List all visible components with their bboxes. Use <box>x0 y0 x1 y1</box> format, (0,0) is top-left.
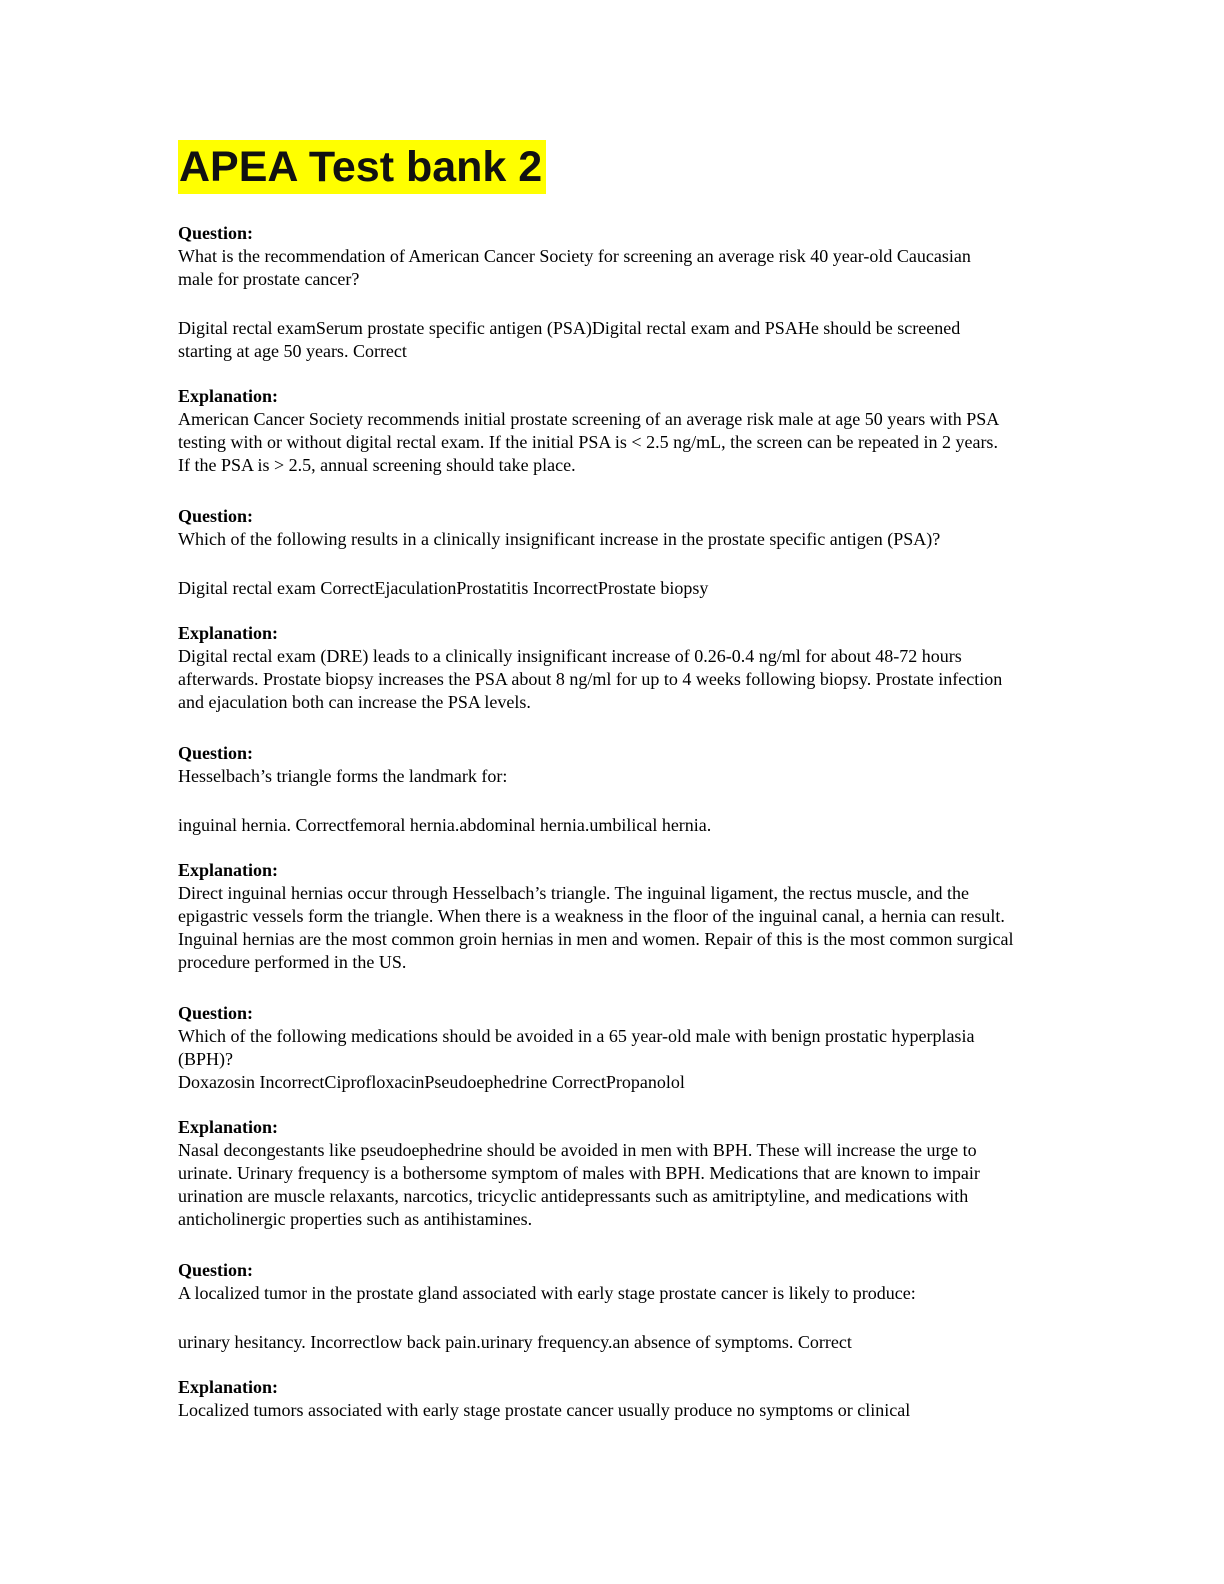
question-block <box>178 742 1058 788</box>
explanation-text: Digital rectal exam (DRE) leads to a clinically insignificant increase of 0.26-0.4 ng/ml for about 48-72 hours afterwards. Prostate biopsy increases the PSA about 8 ng/ml for up to 4 weeks following biopsy. Prostate infection and ejaculation both can increase the PSA levels. <box>178 646 1003 712</box>
answer-options: Digital rectal exam CorrectEjaculationProstatitis IncorrectProstate biopsy <box>178 578 709 598</box>
document-page <box>178 140 1058 1422</box>
question-block <box>178 222 1058 291</box>
question-block <box>178 505 1058 551</box>
question-label: Question: <box>178 1003 254 1023</box>
question-text: Hesselbach’s triangle forms the landmark for: <box>178 766 508 786</box>
explanation-block <box>178 1116 1058 1231</box>
explanation-label: Explanation: <box>178 386 279 406</box>
question-label: Question: <box>178 223 254 243</box>
question-text: Which of the following medications should be avoided in a 65 year-old male with benign prostatic hyperplasia (BPH)? <box>178 1026 975 1069</box>
question-label: Question: <box>178 1260 254 1280</box>
explanation-text: American Cancer Society recommends initial prostate screening of an average risk male at age 50 years with PSA testing with or without digital rectal exam. If the initial PSA is < 2.5 ng/mL, the screen can be repeated in 2 years. If the PSA is > 2.5, annual screening should take place. <box>178 409 999 475</box>
explanation-block <box>178 385 1058 477</box>
question-text: Which of the following results in a clinically insignificant increase in the prostate specific antigen (PSA)? <box>178 529 941 549</box>
explanation-block <box>178 622 1058 714</box>
qa-item <box>178 1259 1058 1422</box>
question-label: Question: <box>178 506 254 526</box>
question-block <box>178 1002 1058 1071</box>
explanation-block <box>178 859 1058 974</box>
answer-options: Digital rectal examSerum prostate specific antigen (PSA)Digital rectal exam and PSAHe should be screened starting at age 50 years. Correct <box>178 318 961 361</box>
question-text: What is the recommendation of American Cancer Society for screening an average risk 40 year-old Caucasian male for prostate cancer? <box>178 246 971 289</box>
explanation-label: Explanation: <box>178 623 279 643</box>
answer-options: Doxazosin IncorrectCiprofloxacinPseudoephedrine CorrectPropanolol <box>178 1072 685 1092</box>
explanation-text: Localized tumors associated with early stage prostate cancer usually produce no symptoms or clinical <box>178 1400 911 1420</box>
question-text: A localized tumor in the prostate gland associated with early stage prostate cancer is likely to produce: <box>178 1283 916 1303</box>
explanation-text: Direct inguinal hernias occur through Hesselbach’s triangle. The inguinal ligament, the rectus muscle, and the epigastric vessels form the triangle. When there is a weakness in the floor of the inguinal canal, a hernia can result. Inguinal hernias are the most common groin hernias in men and women. Repair of this is the most common surgical procedure performed in the US. <box>178 883 1014 972</box>
explanation-block <box>178 1376 1058 1422</box>
answer-options: inguinal hernia. Correctfemoral hernia.abdominal hernia.umbilical hernia. <box>178 815 712 835</box>
question-block <box>178 1259 1058 1305</box>
explanation-label: Explanation: <box>178 1117 279 1137</box>
answer-options: urinary hesitancy. Incorrectlow back pain.urinary frequency.an absence of symptoms. Correct <box>178 1332 852 1352</box>
qa-item <box>178 222 1058 477</box>
question-label: Question: <box>178 743 254 763</box>
document-title: APEA Test bank 2 <box>178 140 546 194</box>
qa-item <box>178 742 1058 974</box>
explanation-label: Explanation: <box>178 1377 279 1397</box>
qa-item <box>178 505 1058 714</box>
qa-item <box>178 1002 1058 1231</box>
explanation-text: Nasal decongestants like pseudoephedrine should be avoided in men with BPH. These will increase the urge to urinate. Urinary frequency is a bothersome symptom of males with BPH. Medications that are known to impair urination are muscle relaxants, narcotics, tricyclic antidepressants such as amitriptyline, and medications with anticholinergic properties such as antihistamines. <box>178 1140 980 1229</box>
explanation-label: Explanation: <box>178 860 279 880</box>
